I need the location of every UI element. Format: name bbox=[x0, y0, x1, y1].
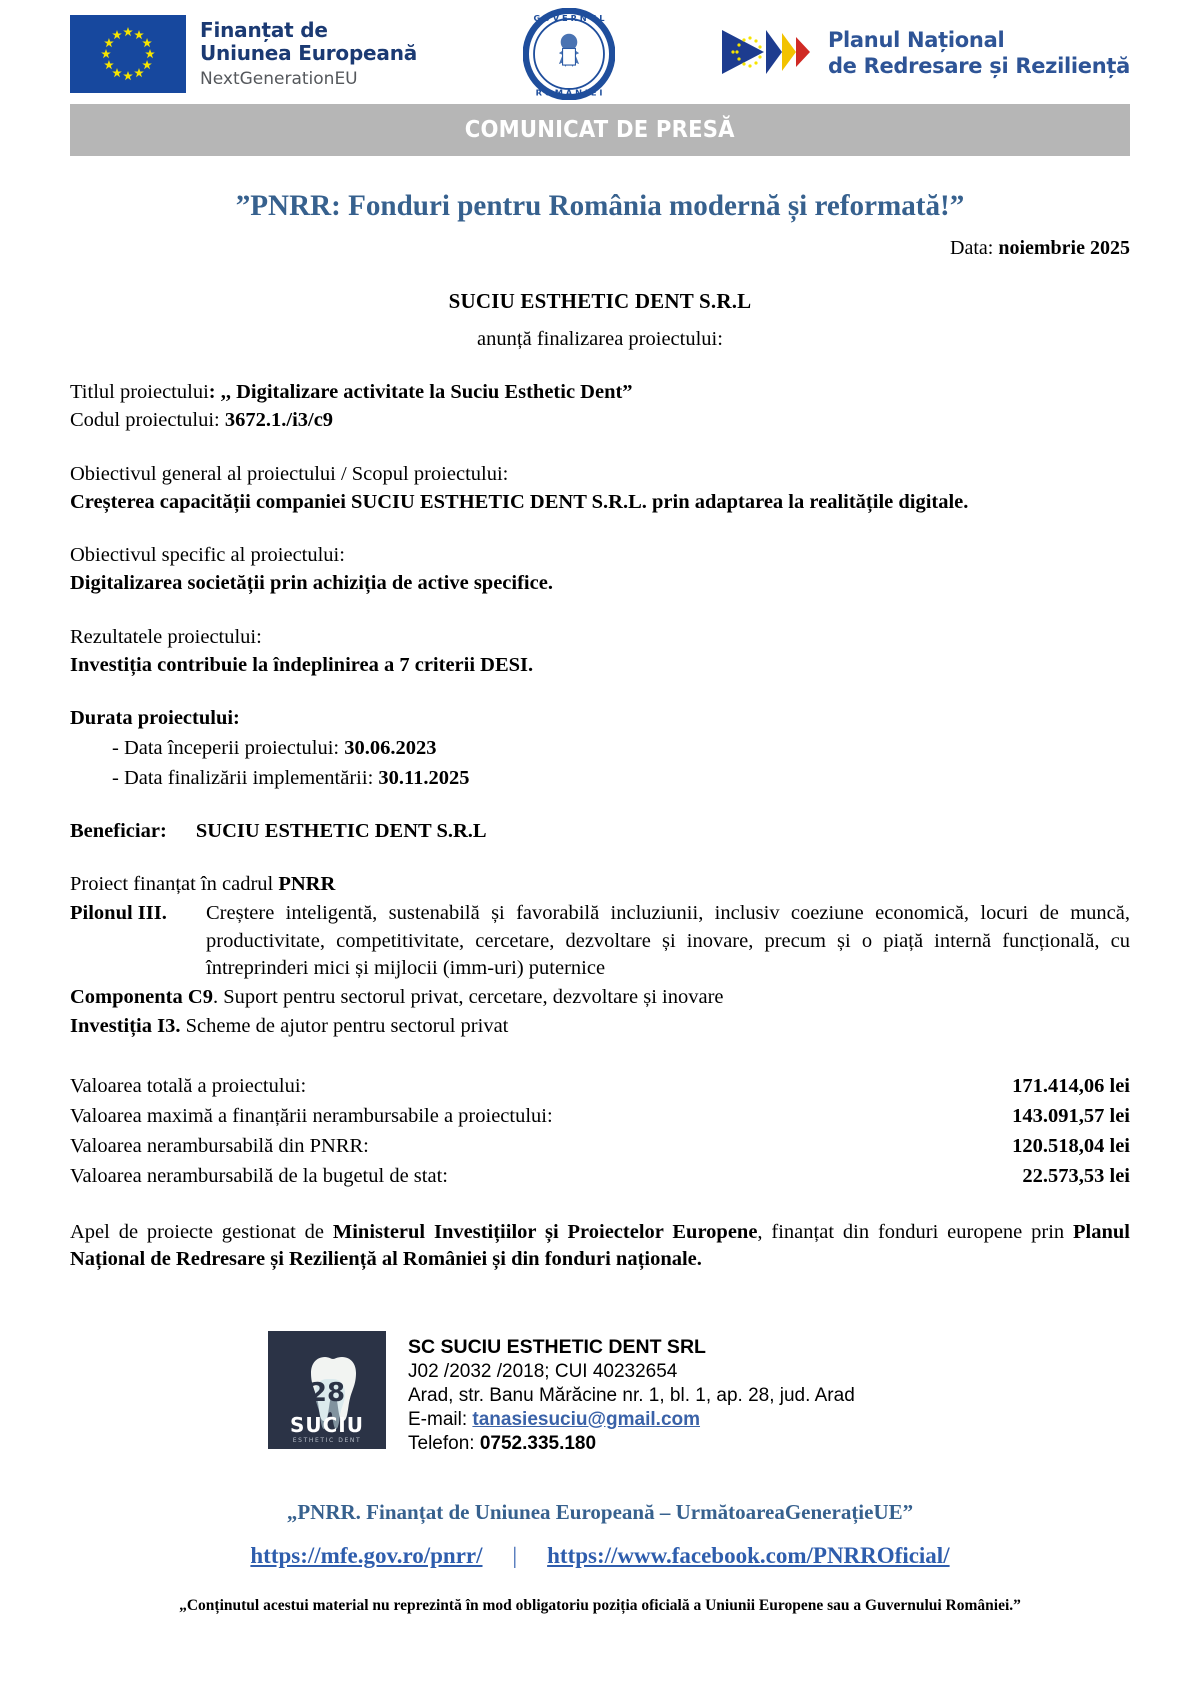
contact-phone-line bbox=[408, 1432, 855, 1456]
project-title-value: Digitalizare activitate la Suciu Esthetic Dent” bbox=[236, 381, 633, 404]
investment-line bbox=[70, 1013, 1130, 1040]
duration-start-label: Data începerii proiectului: bbox=[123, 737, 340, 760]
pnrr-logo-line2: de Redresare și Reziliență bbox=[827, 54, 1130, 78]
dental-logo-number: 28 bbox=[308, 1378, 346, 1409]
banner-label: COMUNICAT DE PRESĂ bbox=[465, 117, 735, 143]
pnrr-arrows-icon bbox=[720, 24, 816, 85]
objective-specific-label: Obiectivul specific al proiectului: bbox=[70, 544, 345, 567]
investment-label: Investiția I3. bbox=[70, 1015, 181, 1038]
project-code-line bbox=[70, 407, 1130, 434]
value-label: Valoarea maximă a finanțării nerambursabile a proiectului: bbox=[70, 1104, 553, 1127]
beneficiary-block bbox=[70, 818, 1130, 845]
contact-company-name: SC SUCIU ESTHETIC DENT SRL bbox=[408, 1336, 706, 1359]
objective-specific-value: Digitalizarea societății prin achiziția de active specifice. bbox=[70, 572, 553, 595]
press-release-banner bbox=[70, 104, 1130, 156]
eu-flag-icon bbox=[70, 15, 186, 93]
dental-logo-brand: SUCIU bbox=[289, 1413, 365, 1438]
funding-intro-prefix: Proiect finanțat în cadrul bbox=[70, 873, 279, 896]
footer-links bbox=[70, 1541, 1130, 1572]
footer-disclaimer: „Conținutul acestui material nu reprezintă în mod obligatoriu poziția oficială a Uniunii Europene sau a Guvernului României.” bbox=[179, 1596, 1021, 1614]
contact-phone-value: 0752.335.180 bbox=[479, 1432, 597, 1454]
table-row bbox=[70, 1163, 1130, 1190]
contact-email-label: E-mail: bbox=[408, 1408, 473, 1430]
duration-list bbox=[70, 735, 1130, 792]
project-code-value: 3672.1./i3/c9 bbox=[224, 409, 334, 432]
value-amount: 171.414,06 lei bbox=[1012, 1074, 1130, 1097]
duration-start-value: 30.06.2023 bbox=[344, 737, 437, 760]
table-row bbox=[70, 1073, 1130, 1100]
contact-email-line bbox=[408, 1408, 855, 1432]
company-name-heading: SUCIU ESTHETIC DENT S.R.L bbox=[448, 289, 752, 313]
project-values-table bbox=[70, 1073, 1130, 1191]
closing-part1: Apel de proiecte gestionat de bbox=[70, 1220, 333, 1243]
contact-email-link[interactable]: tanasiesuciu@gmail.com bbox=[472, 1408, 701, 1430]
footer-slogan: „PNRR. Finanțat de Uniunea Europeană – UrmătoareaGenerațieUE” bbox=[286, 1500, 914, 1525]
pnrr-logo-text bbox=[828, 28, 1130, 79]
contact-address: Arad, str. Banu Mărăcine nr. 1, bl. 1, ap. 28, jud. Arad bbox=[408, 1384, 855, 1406]
document-date bbox=[70, 237, 1130, 260]
beneficiary-value: SUCIU ESTHETIC DENT S.R.L bbox=[195, 819, 487, 842]
results-block bbox=[70, 624, 1130, 680]
project-code-label: Codul proiectului: bbox=[70, 409, 220, 432]
romanian-government-seal-icon bbox=[521, 10, 617, 98]
footer-link-mfe[interactable]: https://mfe.gov.ro/pnrr/ bbox=[250, 1543, 483, 1569]
announcement-line: anunță finalizarea proiectului: bbox=[477, 327, 723, 350]
suciu-dental-logo-icon bbox=[268, 1331, 386, 1449]
pillar-row bbox=[70, 900, 1130, 982]
closing-bold2: Planul Național de Redresare și Reziliență al României și din fonduri naționale. bbox=[70, 1220, 1130, 1270]
pnrr-logo bbox=[720, 24, 1130, 85]
pillar-label: Pilonul III. bbox=[70, 902, 167, 925]
table-row bbox=[70, 1103, 1130, 1130]
component-line bbox=[70, 984, 1130, 1011]
project-title-line bbox=[70, 379, 1130, 406]
objective-general-block bbox=[70, 461, 1130, 517]
component-text: . Suport pentru sectorul privat, cercetare, dezvoltare și inovare bbox=[212, 986, 724, 1009]
footer bbox=[70, 1499, 1130, 1616]
gov-seal-bottom-text: R O M Â N I E I bbox=[535, 87, 602, 98]
duration-end-label: Data finalizării implementării: bbox=[123, 766, 374, 789]
objective-general-label: Obiectivul general al proiectului / Scopul proiectului: bbox=[70, 462, 509, 485]
funding-block bbox=[70, 871, 1130, 1041]
funding-intro-bold: PNRR bbox=[278, 873, 336, 896]
eu-funding-logo bbox=[70, 15, 417, 93]
component-label: Componenta C9 bbox=[70, 986, 213, 1009]
contact-details bbox=[408, 1331, 855, 1455]
value-label: Valoarea nerambursabilă de la bugetul de stat: bbox=[70, 1165, 448, 1188]
duration-block bbox=[70, 705, 1130, 792]
project-title-separator: : ,, bbox=[208, 381, 237, 404]
value-amount: 120.518,04 lei bbox=[1012, 1135, 1130, 1158]
closing-part2: , finanțat din fonduri europene prin bbox=[757, 1220, 1074, 1243]
page-title: ”PNRR: Fonduri pentru România modernă și reformată!” bbox=[235, 189, 965, 222]
beneficiary-label: Beneficiar: bbox=[70, 819, 167, 842]
eu-logo-line2: Uniunea Europeană bbox=[200, 41, 418, 66]
closing-paragraph bbox=[70, 1219, 1130, 1274]
value-label: Valoarea totală a proiectului: bbox=[70, 1074, 307, 1097]
date-label: Data: bbox=[950, 237, 994, 259]
date-value: noiembrie 2025 bbox=[998, 237, 1130, 259]
objective-general-value: Creșterea capacității companiei SUCIU ESTHETIC DENT S.R.L. prin adaptarea la realitățile digitale. bbox=[70, 490, 969, 513]
pnrr-logo-line1: Planul Național bbox=[827, 28, 1005, 53]
logo-bar bbox=[0, 0, 1200, 98]
dental-logo-tagline: ESTHETIC DENT bbox=[292, 1437, 362, 1445]
contact-block bbox=[268, 1331, 1130, 1455]
gov-seal-top-text: G U V E R N U L bbox=[533, 12, 604, 23]
footer-link-separator: | bbox=[512, 1543, 518, 1569]
duration-item-dash: - bbox=[112, 766, 119, 789]
pillar-text: Creștere inteligentă, sustenabilă și favorabilă incluziunii, inclusiv coeziune economică, locuri de muncă, productivitate, competitivitate, cercetare, dezvoltare și inovare, precum și o piață internă funcțională, cu întreprinderi mici și mijlocii (imm-uri) puternice bbox=[206, 902, 1130, 979]
eu-logo-line1: Finanțat de bbox=[200, 17, 328, 42]
project-title-block bbox=[70, 379, 1130, 435]
table-row bbox=[70, 1133, 1130, 1160]
footer-link-facebook[interactable]: https://www.facebook.com/PNRROficial/ bbox=[547, 1543, 950, 1569]
value-label: Valoarea nerambursabilă din PNRR: bbox=[70, 1135, 369, 1158]
closing-bold1: Ministerul Investițiilor și Proiectelor Europene bbox=[332, 1220, 758, 1243]
duration-end-value: 30.11.2025 bbox=[378, 766, 470, 789]
results-label: Rezultatele proiectului: bbox=[70, 625, 262, 648]
funding-intro-line bbox=[70, 871, 1130, 898]
project-title-label: Titlul proiectului bbox=[70, 381, 209, 404]
list-item bbox=[112, 735, 1130, 762]
duration-item-dash: - bbox=[112, 737, 119, 760]
contact-phone-label: Telefon: bbox=[408, 1432, 480, 1454]
objective-specific-block bbox=[70, 542, 1130, 598]
value-amount: 143.091,57 lei bbox=[1012, 1104, 1130, 1127]
eu-logo-text bbox=[200, 19, 417, 89]
contact-registration: J02 /2032 /2018; CUI 40232654 bbox=[408, 1360, 678, 1382]
duration-label: Durata proiectului: bbox=[70, 707, 240, 730]
results-value: Investiția contribuie la îndeplinirea a 7 criterii DESI. bbox=[70, 653, 534, 676]
value-amount: 22.573,53 lei bbox=[1022, 1165, 1130, 1188]
document-body bbox=[70, 288, 1130, 1617]
investment-text: Scheme de ajutor pentru sectorul privat bbox=[180, 1015, 509, 1038]
eu-logo-line3: NextGenerationEU bbox=[200, 69, 358, 90]
list-item bbox=[112, 765, 1130, 792]
